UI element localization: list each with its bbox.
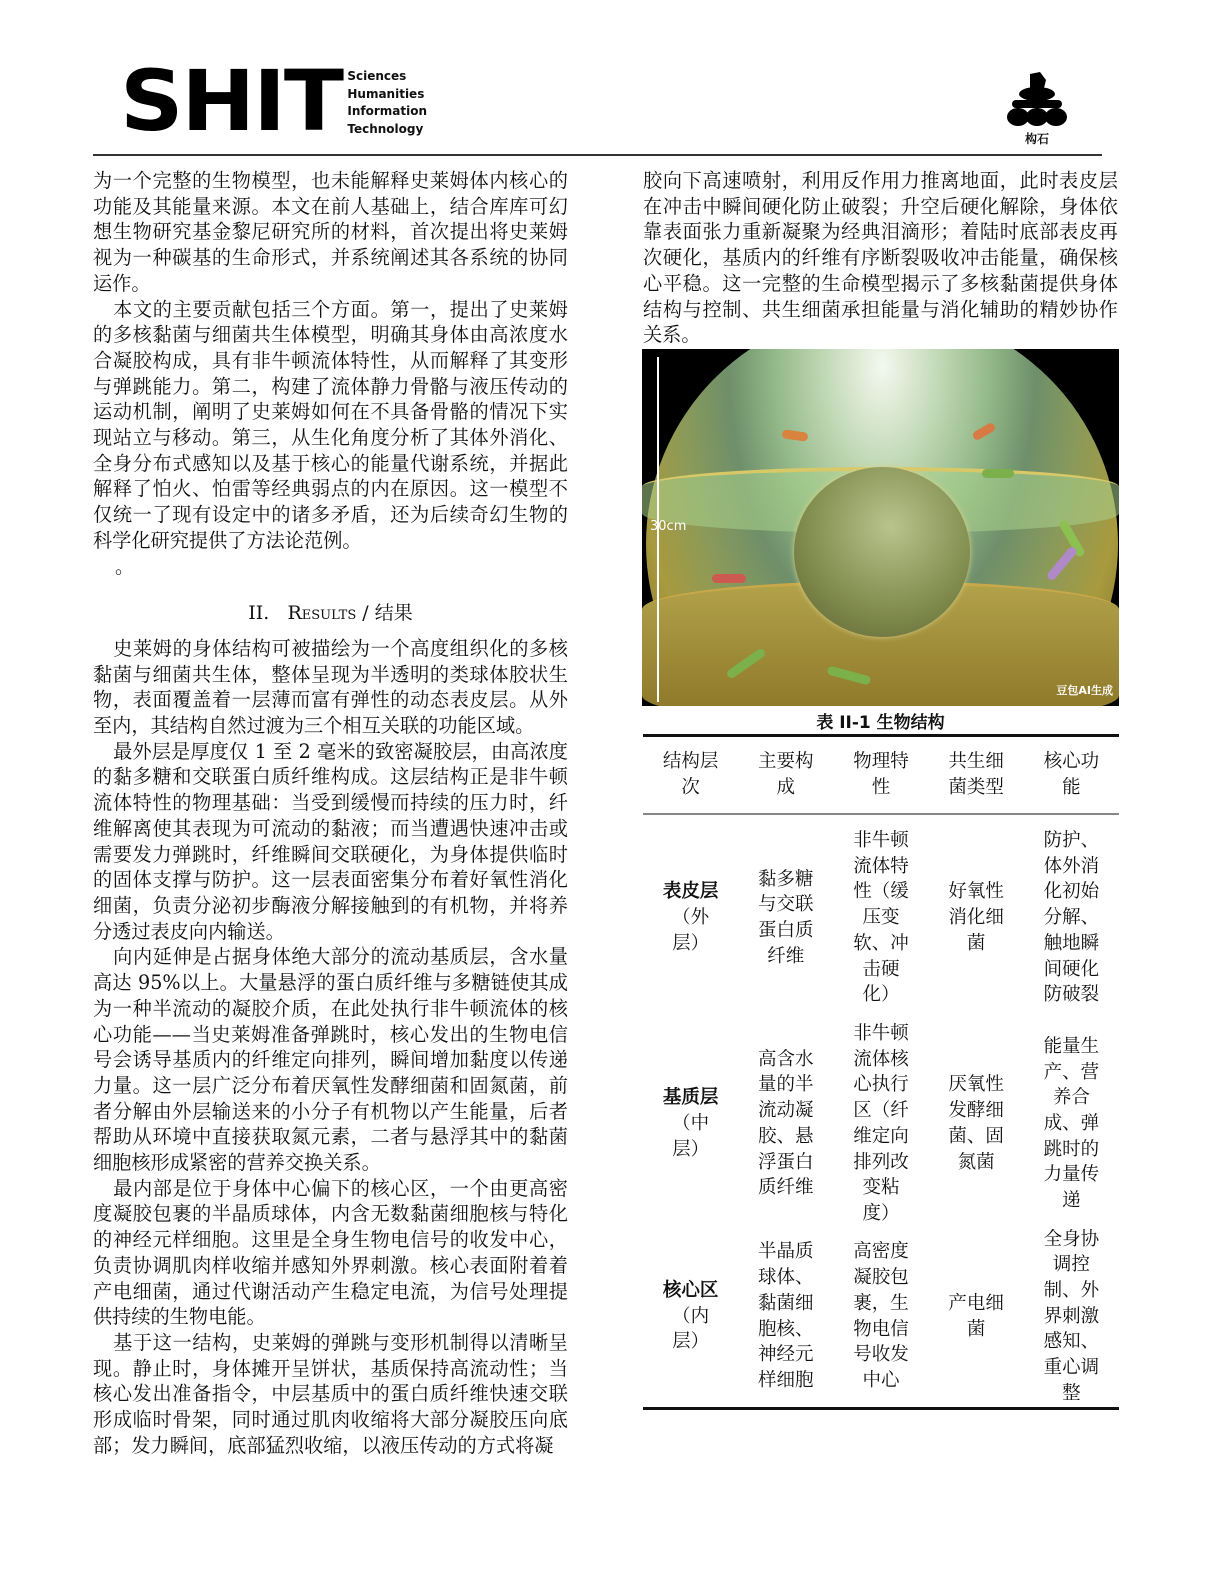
layer-cell (643, 1021, 738, 1227)
stray-mark: 。 (115, 554, 135, 578)
crest-logo (1004, 70, 1070, 147)
left-column (93, 168, 568, 1458)
header-rule (93, 154, 1102, 156)
column-header: 核心功能 (1043, 751, 1100, 798)
function-cell: 能量生产、营养合成、弹跳时的力量传递 (1043, 1035, 1100, 1212)
paragraph: 最外层是厚度仅 1 至 2 毫米的致密凝胶层，由高浓度的黏多糖和交联蛋白质纤维构成。这层结构正是非牛顿流体特性的物理基础：当受到缓慢而持续的压力时，纤维解离使其表现为可流动的黏液；而当遭遇快速冲击或需要发力弹跳时，纤维瞬间交联硬化，为身体提供临时的固体支撑与防护。这一层表面密集分布着好氧性消化细菌，负责分泌初步酶液分解接触到的有机物，并将养分透过表皮向内输送。 (93, 739, 568, 943)
table-row (643, 1227, 1119, 1408)
journal-logo (120, 52, 427, 150)
section-heading (93, 601, 568, 627)
slime-core (794, 467, 970, 637)
column-header: 物理特性 (853, 751, 909, 798)
section-number: II. (248, 602, 270, 625)
crest-label: 构石 (1024, 132, 1049, 146)
layer-name: 核心区 (662, 1280, 719, 1302)
logo-wordmark: SHIT (120, 52, 342, 150)
bacterium (712, 574, 746, 583)
right-column (643, 168, 1118, 348)
column-header: 共生细菌类型 (948, 751, 1004, 798)
layer-name: 基质层 (662, 1087, 719, 1109)
bacterium (982, 469, 1014, 478)
composition-cell: 半晶质球体、黏菌细胞核、神经元样细胞 (758, 1241, 814, 1391)
layer-name: 表皮层 (662, 881, 719, 903)
property-cell: 高密度凝胶包裹，生物电信号收发中心 (853, 1241, 909, 1391)
layer-sub: （中层） (672, 1112, 710, 1160)
logo-subtitle (347, 68, 427, 138)
property-cell: 非牛顿流体特性（缓压变软、冲击硬化） (853, 830, 909, 1006)
structure-table (643, 734, 1119, 1410)
function-cell: 防护、体外消化初始分解、触地瞬间硬化防破裂 (1043, 830, 1100, 1006)
bacteria-cell: 产电细菌 (948, 1292, 1004, 1340)
table-row (643, 1021, 1119, 1227)
column-header: 主要构成 (758, 751, 814, 798)
section-title: Results (287, 602, 357, 625)
bacteria-cell: 好氧性消化细菌 (948, 881, 1004, 954)
logo-sub-line: Information (347, 104, 427, 118)
table-row (643, 814, 1119, 1021)
table-caption: 表 II-1 生物结构 (816, 713, 945, 733)
scale-label: 30cm (650, 519, 687, 534)
paragraph: 基于这一结构，史莱姆的弹跳与变形机制得以清晰呈现。静止时，身体摊开呈饼状，基质保持高流动性；当核心发出准备指令，中层基质中的蛋白质纤维快速交联形成临时骨架，同时通过肌肉收缩将大部分凝胶压向底部；发力瞬间，底部猛烈收缩，以液压传动的方式将凝 (93, 1330, 568, 1457)
paragraph: 最内部是位于身体中心偏下的核心区，一个由更高密度凝胶包裹的半晶质球体，内含无数黏菌细胞核与特化的神经元样细胞。这里是全身生物电信号的收发中心，负责协调肌肉样收缩并感知外界刺激。核心表面附着着产电细菌，通过代谢活动产生稳定电流，为信号处理提供持续的生物电能。 (93, 1176, 568, 1329)
ai-watermark: 豆包AI生成 (1056, 684, 1113, 697)
section-title-cn: / 结果 (356, 602, 413, 625)
composition-cell: 黏多糖与交联蛋白质纤维 (758, 868, 814, 967)
layer-sub: （内层） (672, 1305, 710, 1353)
bacteria-cell: 厌氧性发酵细菌、固氮菌 (948, 1074, 1004, 1173)
column-header: 结构层次 (662, 751, 719, 798)
composition-cell: 高含水量的半流动凝胶、悬浮蛋白质纤维 (758, 1048, 814, 1199)
logo-sub-line: Humanities (347, 86, 425, 101)
function-cell: 全身协调控制、外界刺激感知、重心调整 (1043, 1228, 1100, 1404)
stone-pile-icon (1004, 70, 1070, 126)
layer-cell (643, 1227, 738, 1408)
property-cell: 非牛顿流体核心执行区（纤维定向排列改变粘度） (853, 1023, 909, 1224)
paragraph: 胶向下高速喷射，利用反作用力推离地面，此时表皮层在冲击中瞬间硬化防止破裂；升空后硬化解除，身体依靠表面张力重新凝聚为经典泪滴形；着陆时底部表皮再次硬化，基质内的纤维有序断裂吸收冲击能量，确保核心平稳。这一完整的生命模型揭示了多核黏菌提供身体结构与控制、共生细菌承担能量与消化辅助的精妙协作关系。 (643, 169, 1118, 347)
logo-sub-line: Technology (347, 121, 424, 136)
paragraph: 向内延伸是占据身体绝大部分的流动基质层，含水量高达 95%以上。大量悬浮的蛋白质纤维与多糖链使其成为一种半流动的凝胶介质，在此处执行非牛顿流体的核心功能——当史莱姆准备弹跳时，核心发出的生物电信号会诱导基质内的纤维定向排列，瞬间增加黏度以传递力量。这一层广泛分布着厌氧性发酵细菌和固氮菌，前者分解由外层输送来的小分子有机物以产生能量，后者帮助从环境中直接获取氮元素，二者与悬浮其中的黏菌细胞核形成紧密的营养交换关系。 (93, 945, 568, 1175)
logo-sub-line: Sciences (347, 69, 407, 83)
slime-structure-figure (642, 349, 1119, 706)
layer-cell (643, 814, 738, 1021)
paragraph: 本文的主要贡献包括三个方面。第一，提出了史莱姆的多核黏菌与细菌共生体模型，明确其身体由高浓度水合凝胶构成，具有非牛顿流体特性，从而解释了其变形与弹跳能力。第二，构建了流体静力骨骼与液压传动的运动机制，阐明了史莱姆如何在不具备骨骼的情况下实现站立与移动。第三，从生化角度分析了其体外消化、全身分布式感知以及基于核心的能量代谢系统，并据此解释了怕火、怕雷等经典弱点的内在原因。这一模型不仅统一了现有设定中的诸多矛盾，还为后续奇幻生物的科学化研究提供了方法论范例。 (93, 297, 568, 552)
paragraph: 为一个完整的生物模型，也未能解释史莱姆体内核心的功能及其能量来源。本文在前人基础上，结合库库可幻想生物研究基金黎尼研究所的材料，首次提出将史莱姆视为一种碳基的生命形式，并系统阐述其各系统的协同运作。 (93, 169, 568, 295)
paragraph: 史莱姆的身体结构可被描绘为一个高度组织化的多核黏菌与细菌共生体，整体呈现为半透明的类球体胶状生物，表面覆盖着一层薄而富有弹性的动态表皮层。从外至内，其结构自然过渡为三个相互关联的功能区域。 (93, 636, 568, 738)
layer-sub: （外层） (672, 907, 710, 954)
table-header-row (643, 736, 1119, 815)
